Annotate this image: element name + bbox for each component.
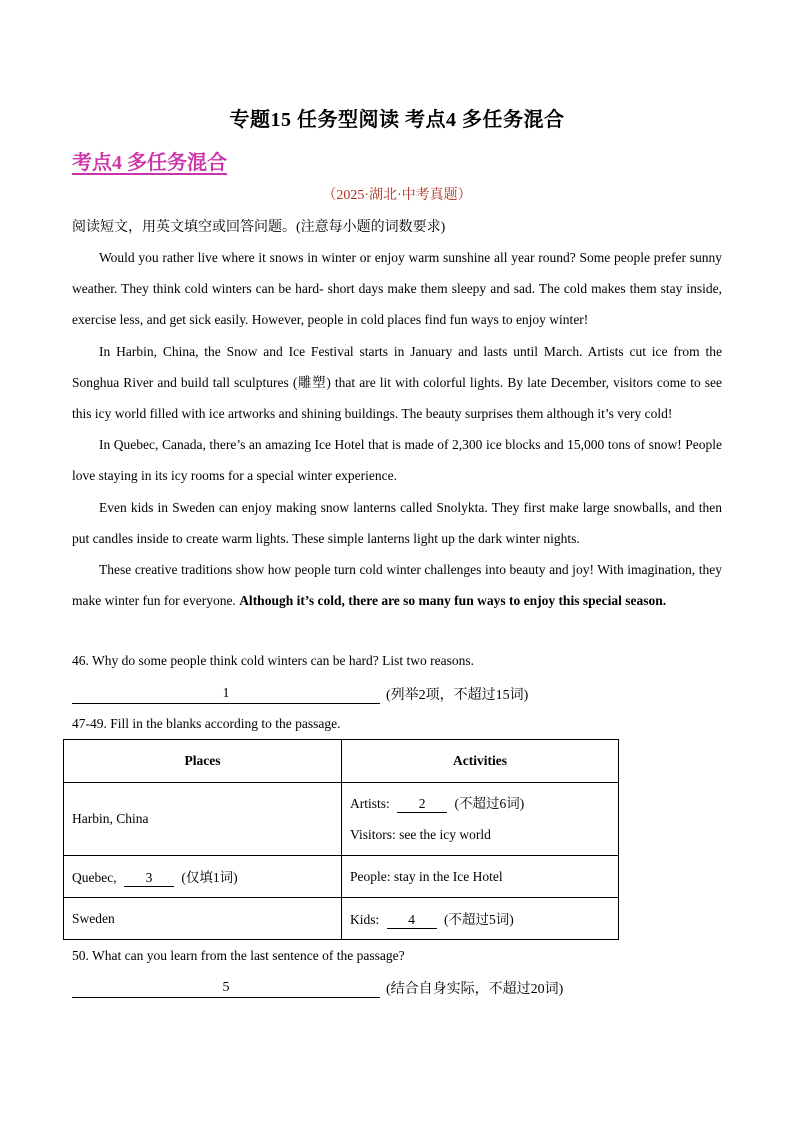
visitors-line: Visitors: see the icy world [350, 827, 491, 842]
section-heading: 考点4 多任务混合 [72, 152, 227, 174]
kids-label: Kids: [350, 912, 380, 927]
passage-paragraph-1: Would you rather live where it snows in winter or enjoy warm sunshine all year round? Some people prefer sunny weather. They think cold winters can be hard- short days make them sleepy and sad. The cold makes them stay inside, exercise less, and get sick easily. However, people in cold places find fun ways to enjoy winter! [72, 250, 722, 328]
table-row [64, 898, 619, 940]
passage-paragraph-3: In Quebec, Canada, there’s an amazing Ice Hotel that is made of 2,300 ice blocks and 15,000 tons of snow! People love staying in its icy rooms for a special winter experience. [72, 437, 722, 484]
kids-requirement: (不超过5词) [444, 912, 514, 927]
passage-paragraph-4: Even kids in Sweden can enjoy making snow lanterns called Snolykta. They first make large snowballs, and then put candles inside to create warm lights. These simple lanterns light up the dark winter nights. [72, 499, 722, 546]
requirement-46: (列举2项，不超过15词) [386, 688, 529, 703]
answer-row-50 [72, 978, 563, 998]
artists-line [350, 788, 610, 819]
answer-blank-2[interactable]: 2 [397, 796, 447, 813]
place-harbin: Harbin, China [64, 783, 342, 856]
instructions: 阅读短文，用英文填空或回答问题。(注意每小题的词数要求) [72, 220, 446, 235]
quebec-label: Quebec, [72, 870, 117, 885]
table-header-row [64, 740, 619, 783]
answer-blank-5[interactable]: 5 [72, 979, 380, 998]
paragraph-5-bold-sentence: Although it’s cold, there are so many fun ways to enjoy this special season. [239, 593, 667, 609]
paragraph-5-text: These creative traditions show how people turn cold winter challenges into beauty and joy! With imagination, they make winter fun for everyone. [72, 562, 722, 609]
activity-quebec: People: stay in the Ice Hotel [342, 856, 619, 898]
place-quebec [64, 856, 342, 898]
table-row [64, 783, 619, 856]
question-46: 46. Why do some people think cold winters can be hard? List two reasons. [72, 653, 475, 668]
header-places: Places [64, 740, 342, 783]
exam-source: （2025·湖北·中考真题） [322, 188, 472, 203]
answer-blank-1[interactable]: 1 [72, 685, 380, 704]
question-50: 50. What can you learn from the last sentence of the passage? [72, 948, 405, 963]
passage-paragraph-5 [72, 554, 722, 616]
requirement-50: (结合自身实际，不超过20词) [386, 982, 564, 997]
reading-passage [72, 242, 722, 616]
activity-harbin [342, 783, 619, 856]
header-activities: Activities [342, 740, 619, 783]
answer-blank-3[interactable]: 3 [124, 870, 174, 887]
activity-sweden [342, 898, 619, 940]
answer-blank-4[interactable]: 4 [387, 912, 437, 929]
artists-label: Artists: [350, 796, 390, 811]
page-title: 专题15 任务型阅读 考点4 多任务混合 [229, 109, 565, 131]
passage-paragraph-2: In Harbin, China, the Snow and Ice Festival starts in January and lasts until March. Artists cut ice from the Songhua River and build tall sculptures (雕塑) that are lit with colorful lights. By late December, visitors come to see this icy world filled with ice artworks and shining buildings. The beauty surprises them although it’s very cold! [72, 343, 722, 422]
answer-row-46 [72, 684, 528, 704]
quebec-requirement: (仅填1词) [181, 870, 238, 885]
place-sweden: Sweden [64, 898, 342, 940]
question-47-49: 47-49. Fill in the blanks according to the passage. [72, 716, 341, 731]
activities-table [63, 739, 619, 940]
table-row [64, 856, 619, 898]
artists-requirement: (不超过6词) [454, 796, 525, 811]
